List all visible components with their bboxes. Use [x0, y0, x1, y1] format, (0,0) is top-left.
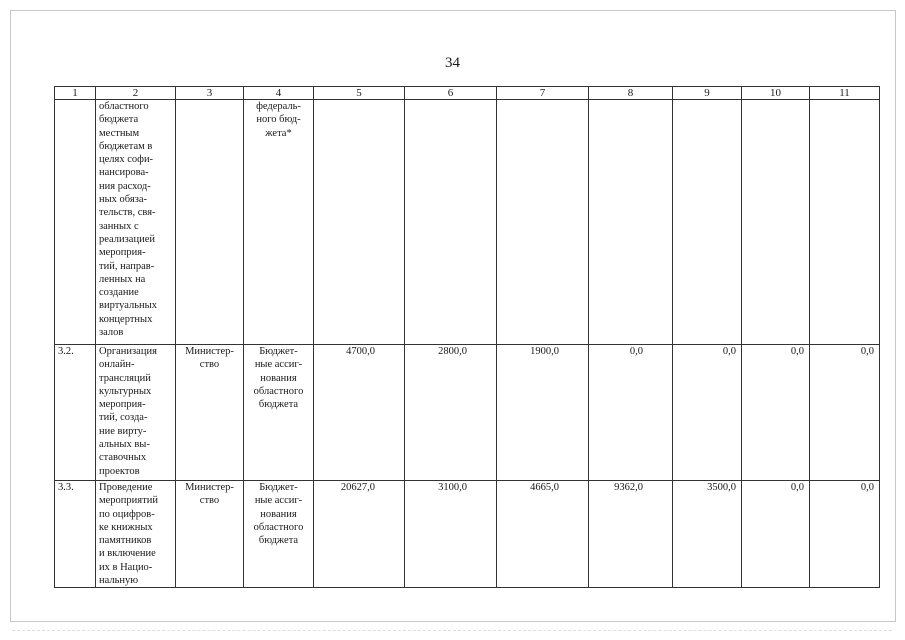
row-index: 3.2. — [55, 345, 96, 481]
column-header: 5 — [314, 87, 405, 100]
value-cell: 3100,0 — [405, 481, 497, 588]
value-cell: 0,0 — [589, 345, 673, 481]
funding-source: Бюджет- ные ассиг- нования областного бюджета — [244, 481, 314, 588]
page-edge-divider — [12, 630, 892, 632]
row-index: 3.3. — [55, 481, 96, 588]
value-cell: 4700,0 — [314, 345, 405, 481]
executor — [176, 100, 244, 345]
value-cell — [314, 100, 405, 345]
value-cell — [810, 100, 880, 345]
column-header: 10 — [742, 87, 810, 100]
row-index — [55, 100, 96, 345]
column-header: 2 — [96, 87, 176, 100]
value-cell: 20627,0 — [314, 481, 405, 588]
value-cell: 2800,0 — [405, 345, 497, 481]
value-cell — [742, 100, 810, 345]
value-cell: 0,0 — [673, 345, 742, 481]
table-row — [55, 100, 880, 345]
budget-table — [54, 86, 880, 588]
funding-source: Бюджет- ные ассиг- нования областного бюджета — [244, 345, 314, 481]
funding-source: федераль- ного бюд- жета* — [244, 100, 314, 345]
value-cell: 0,0 — [810, 481, 880, 588]
value-cell: 1900,0 — [497, 345, 589, 481]
column-header: 3 — [176, 87, 244, 100]
measure-name: Организация онлайн- трансляций культурных мероприя- тий, созда- ние вирту- альных вы- ставочных проектов — [96, 345, 176, 481]
value-cell: 0,0 — [742, 345, 810, 481]
value-cell — [589, 100, 673, 345]
column-header: 1 — [55, 87, 96, 100]
value-cell: 0,0 — [810, 345, 880, 481]
page-number: 34 — [445, 55, 460, 71]
column-header: 8 — [589, 87, 673, 100]
measure-name: областного бюджета местным бюджетам в целях софи- нансирова- ния расход- ных обяза- тельств, свя- занных с реализацией мероприя- тий, направ- ленных на создание виртуальных концертных залов — [96, 100, 176, 345]
executor: Министер- ство — [176, 481, 244, 588]
value-cell: 4665,0 — [497, 481, 589, 588]
column-header: 6 — [405, 87, 497, 100]
value-cell: 0,0 — [742, 481, 810, 588]
value-cell — [673, 100, 742, 345]
column-header: 11 — [810, 87, 880, 100]
measure-name: Проведение мероприятий по оцифров- ке книжных памятников и включение их в Нацио- нальную — [96, 481, 176, 588]
executor: Министер- ство — [176, 345, 244, 481]
column-header: 9 — [673, 87, 742, 100]
table-row — [55, 345, 880, 481]
value-cell: 3500,0 — [673, 481, 742, 588]
table-row — [55, 481, 880, 588]
table-header-row — [55, 87, 880, 100]
value-cell: 9362,0 — [589, 481, 673, 588]
column-header: 7 — [497, 87, 589, 100]
value-cell — [405, 100, 497, 345]
value-cell — [497, 100, 589, 345]
column-header: 4 — [244, 87, 314, 100]
